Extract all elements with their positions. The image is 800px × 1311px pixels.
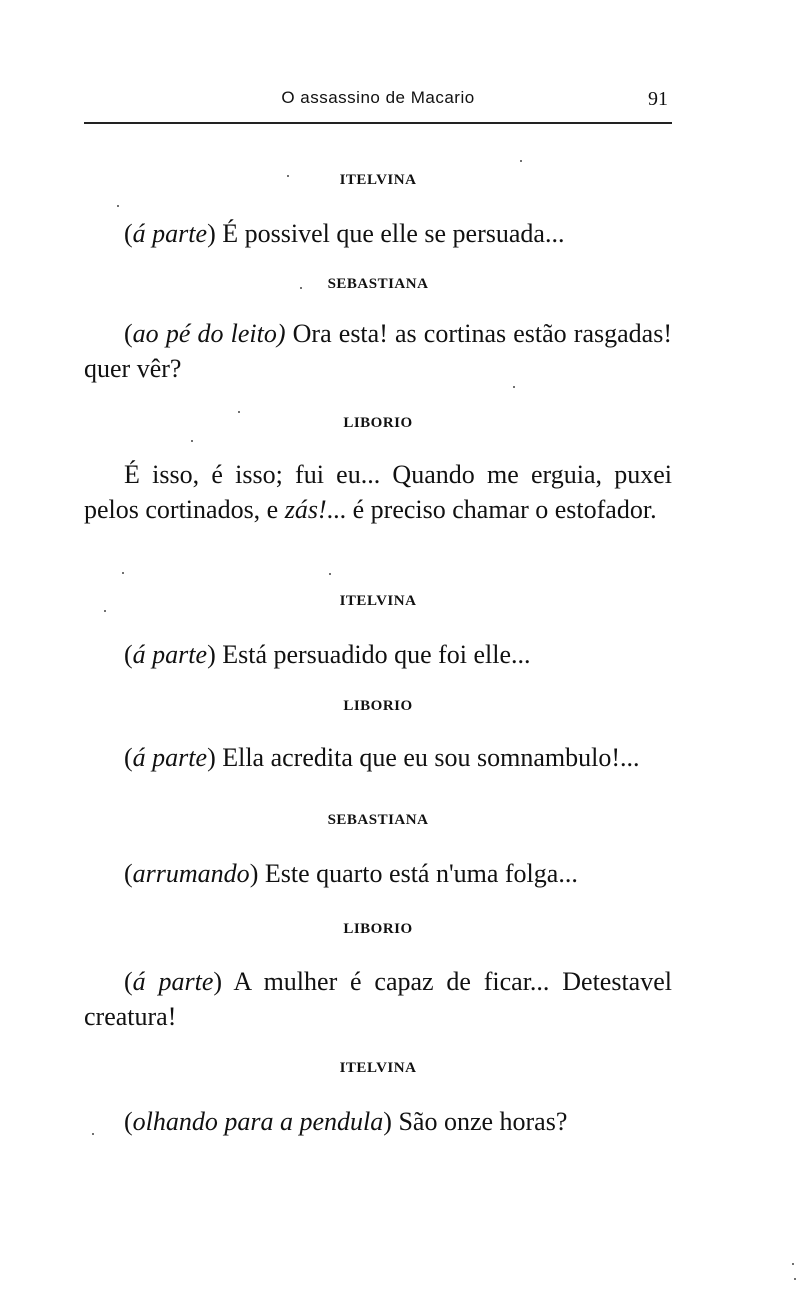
speech-text: ( bbox=[124, 640, 133, 669]
speech-line bbox=[84, 1104, 672, 1139]
speaker-name: LIBORIO bbox=[343, 415, 413, 431]
speech-line bbox=[84, 637, 672, 672]
stage-direction: á parte bbox=[132, 219, 208, 248]
speech-text: ( bbox=[124, 743, 133, 772]
speech-text: É isso, é isso; fui eu... Quando me erguia, puxei pelos cortinados, e bbox=[84, 460, 672, 524]
speech-text: ( bbox=[124, 967, 133, 996]
speech-line bbox=[84, 856, 672, 891]
speech-line bbox=[84, 316, 672, 386]
scan-speck bbox=[122, 572, 124, 574]
scan-speck bbox=[191, 440, 193, 442]
running-head bbox=[84, 88, 672, 118]
speech-text: Ora esta! as cortinas estão rasgadas! quer vêr? bbox=[84, 319, 672, 383]
scan-speck bbox=[513, 386, 515, 388]
speaker-name: LIBORIO bbox=[343, 698, 413, 714]
page-number: 91 bbox=[648, 88, 668, 110]
speech-line bbox=[84, 457, 672, 527]
scan-speck bbox=[238, 411, 240, 413]
speaker-name: SEBASTIANA bbox=[327, 812, 429, 828]
scan-speck bbox=[794, 1278, 796, 1280]
speaker-name: LIBORIO bbox=[343, 921, 413, 937]
stage-direction: zás! bbox=[284, 495, 327, 524]
stage-direction: arrumando bbox=[132, 859, 250, 888]
scan-speck bbox=[329, 573, 331, 575]
scan-speck bbox=[117, 205, 119, 207]
speech-text: ( bbox=[124, 1107, 133, 1136]
speech-text: ( bbox=[124, 859, 133, 888]
running-title: O assassino de Macario bbox=[281, 88, 475, 107]
scan-speck bbox=[300, 287, 302, 289]
speaker-name: SEBASTIANA bbox=[327, 276, 429, 292]
speech-line bbox=[84, 740, 672, 775]
speech-line bbox=[84, 964, 672, 1034]
speech-text: ) Este quarto está n'uma folga... bbox=[249, 859, 578, 888]
stage-direction: ao pé do leito) bbox=[132, 319, 286, 348]
scan-speck bbox=[287, 175, 289, 177]
speech-text: ) Está persuadido que foi elle... bbox=[207, 640, 531, 669]
speech-text: ) São onze horas? bbox=[383, 1107, 568, 1136]
scan-speck bbox=[520, 160, 522, 162]
scan-speck bbox=[104, 610, 106, 612]
speech-line bbox=[84, 216, 672, 251]
stage-direction: á parte bbox=[132, 640, 208, 669]
speech-text: ... é preciso chamar o estofador. bbox=[326, 495, 657, 524]
scan-speck bbox=[792, 1263, 794, 1265]
stage-direction: á parte bbox=[132, 967, 214, 996]
header-rule bbox=[84, 122, 672, 124]
scan-speck bbox=[92, 1133, 94, 1135]
speech-text: ) É possivel que elle se persuada... bbox=[207, 219, 565, 248]
speech-text: ) Ella acredita que eu sou somnambulo!... bbox=[207, 743, 640, 772]
speaker-name: ITELVINA bbox=[339, 593, 417, 609]
speaker-name: ITELVINA bbox=[339, 1060, 417, 1076]
speaker-name: ITELVINA bbox=[339, 172, 417, 188]
speech-text: ( bbox=[124, 319, 133, 348]
stage-direction: á parte bbox=[132, 743, 208, 772]
speech-text: ) A mulher é capaz de ficar... Detestavel creatura! bbox=[84, 967, 672, 1031]
speech-text: ( bbox=[124, 219, 133, 248]
stage-direction: olhando para a pendula bbox=[132, 1107, 384, 1136]
